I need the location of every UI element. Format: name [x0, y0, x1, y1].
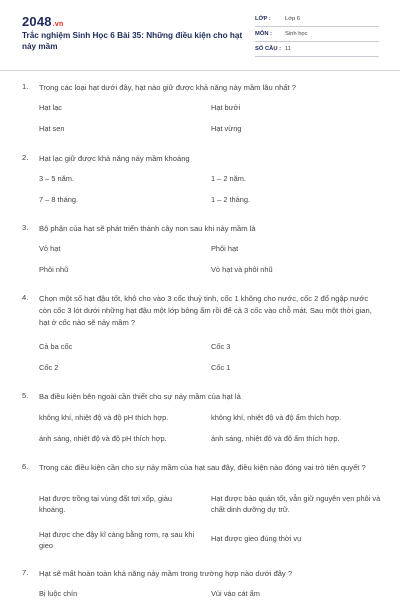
option-c[interactable]: 7 – 8 tháng. — [39, 195, 79, 204]
meta-key: SỐ CÂU : — [255, 46, 282, 52]
site-logo[interactable] — [22, 14, 63, 29]
option-d[interactable]: Hạt được gieo đúng thời vụ — [211, 534, 302, 543]
meta-key: MÔN : — [255, 31, 273, 37]
option-a[interactable]: Cả ba cốc — [39, 342, 73, 351]
logo-suffix: .vn — [52, 21, 64, 28]
option-a[interactable]: Vỏ hạt — [39, 244, 61, 253]
option-d[interactable]: Hạt vừng — [211, 124, 242, 133]
question-number: 2. — [22, 153, 29, 162]
meta-row-count — [255, 42, 379, 57]
option-b[interactable]: Vùi vào cát ẩm — [211, 589, 260, 598]
question-number: 6. — [22, 462, 29, 471]
question-number: 3. — [22, 223, 29, 232]
option-b[interactable]: Cốc 3 — [211, 342, 231, 351]
option-c[interactable]: Hạt sen — [39, 124, 65, 133]
page-header — [0, 0, 400, 62]
option-a[interactable]: 3 – 5 năm. — [39, 174, 74, 183]
question-number: 7. — [22, 568, 29, 577]
question-text: Hạt lạc giữ được khả năng nảy mầm khoảng — [39, 154, 190, 163]
page-title: Trắc nghiệm Sinh Học 6 Bài 35: Những điều kiện cho hạt nảy mầm — [22, 31, 243, 51]
question-text: Trong các loại hạt dưới đây, hạt nào giữ được khả năng nảy mầm lâu nhất ? — [39, 83, 296, 92]
option-d[interactable]: ánh sáng, nhiệt độ và độ ẩm thích hợp. — [211, 434, 340, 443]
meta-key: LỚP : — [255, 16, 271, 22]
option-d[interactable]: 1 – 2 tháng. — [211, 195, 251, 204]
option-a[interactable]: Hạt lạc — [39, 103, 63, 112]
question-text: Hạt sẽ mất hoàn toàn khả năng nảy mầm trong trường hợp nào dưới đây ? — [39, 569, 293, 578]
question-text: Trong các điều kiện cần cho sự nảy mầm của hạt sau đây, điều kiện nào đóng vai trò tiên quyết ? — [39, 463, 366, 472]
question-number: 4. — [22, 293, 29, 302]
question-text: Chọn một số hạt đậu tốt, khô cho vào 3 cốc thuỷ tinh, cốc 1 không cho nước, cốc 2 đổ ngập nước còn cốc 3 lót dưới những hạt đậu một lớp bông ẩm rồi để cả 3 cốc vào chỗ mát. Sau một thời gian, hạt ở cốc nào sẽ nảy mầm ? — [39, 294, 372, 328]
option-b[interactable]: không khí, nhiệt độ và độ ẩm thích hợp. — [211, 413, 342, 422]
option-a[interactable]: không khí, nhiệt độ và độ pH thích hợp. — [39, 413, 169, 422]
meta-table — [255, 12, 379, 57]
meta-row-class — [255, 12, 379, 27]
option-d[interactable]: Vỏ hạt và phôi nhũ — [211, 265, 273, 274]
option-a[interactable]: Bị luộc chín — [39, 589, 78, 598]
question-text: Ba điều kiện bên ngoài cần thiết cho sự nảy mầm của hạt là — [39, 392, 241, 401]
option-b[interactable]: Phôi hạt — [211, 244, 239, 253]
option-c[interactable]: Hạt được che đậy kĩ càng bằng rơm, rạ sau khi gieo — [39, 530, 195, 550]
option-c[interactable]: ánh sáng, nhiệt độ và độ pH thích hợp. — [39, 434, 167, 443]
question-number: 5. — [22, 391, 29, 400]
option-b[interactable]: Hạt bưởi — [211, 103, 241, 112]
option-a[interactable]: Hạt được trồng tại vùng đất tơi xốp, giàu khoáng. — [39, 494, 172, 514]
question-number: 1. — [22, 82, 29, 91]
option-c[interactable]: Phôi nhũ — [39, 265, 69, 274]
logo-text: 2048 — [22, 14, 52, 29]
option-b[interactable]: 1 – 2 năm. — [211, 174, 246, 183]
meta-value: Sinh học — [285, 31, 308, 37]
option-b[interactable]: Hạt được bảo quản tốt, vẫn giữ nguyên vẹn phôi và chất dinh dưỡng dự trữ. — [211, 494, 381, 514]
question-text: Bộ phận của hạt sẽ phát triển thành cây non sau khi nảy mầm là — [39, 224, 256, 233]
meta-row-subject — [255, 27, 379, 42]
meta-value: Lớp 6 — [285, 16, 301, 22]
option-c[interactable]: Cốc 2 — [39, 363, 59, 372]
header-divider — [0, 70, 400, 71]
option-d[interactable]: Cốc 1 — [211, 363, 231, 372]
meta-value: 11 — [285, 46, 292, 52]
